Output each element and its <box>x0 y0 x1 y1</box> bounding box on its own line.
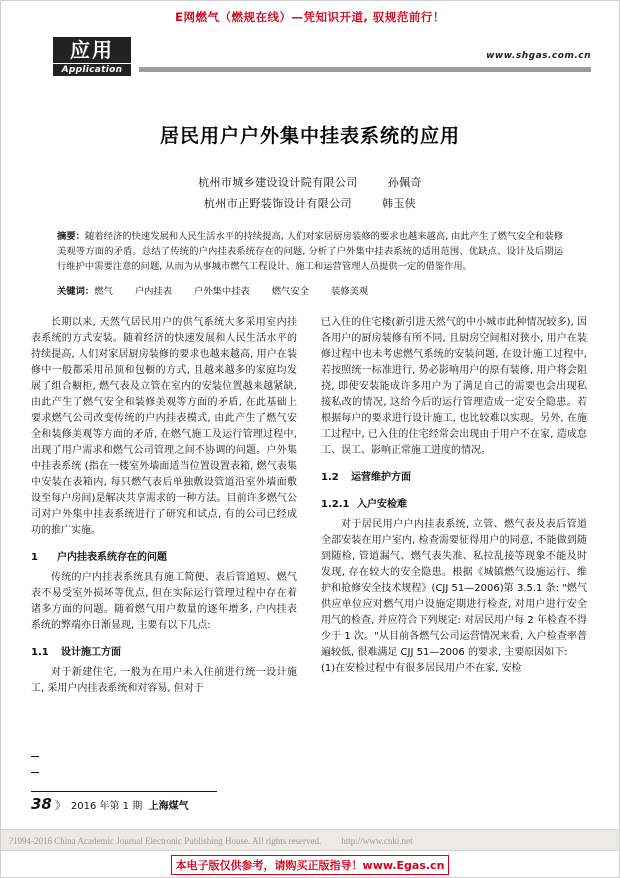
paragraph: 长期以来, 天然气居民用户的供气系统大多采用室内挂表系统的方式安装。随着经济的快速发展和人民生活水平的持续提高, 人们对家居厨房装修的要求也越来越高, 用户在装修中一般都采用吊顶和包橱的方式, 且越来越多的家庭均发展了组合橱柜, 燃气表及立管在室内的安装位置越来越紧缺, 由此产生了燃气安全和装修美观等方面的矛盾, 在此基础上要求燃气公司改变传统的户内挂表模式, 由此产生了燃气安全和装修美观等方面的矛盾, 在燃气施工及运行管理过程中, 出现了用户需求和燃气公司管理之间不协调的问题。户外集中挂表系统 (指在一楼室外墙面适当位置设置表箱, 燃气表集中安装在表箱内, 每只燃气表后单独敷设管道沿室外墙面敷设至每户房间)是解决共享需求的一种方法。目前许多燃气公司对户外集中挂表系统进行了研究和试点, 有的公司已经成功的推广实施。 <box>31 317 297 536</box>
author-line-2 <box>1 195 619 211</box>
section-heading <box>31 550 297 566</box>
abstract-label: 摘要： <box>57 231 85 242</box>
article-body <box>31 315 589 697</box>
journal-website: www.shgas.com.cn <box>486 51 591 61</box>
section-number: 1.2 <box>321 472 339 483</box>
section-logo <box>53 37 131 76</box>
masthead <box>53 33 591 89</box>
section-heading <box>321 497 587 513</box>
column-left <box>31 315 297 697</box>
section-title: 运营维护方面 <box>351 472 411 483</box>
section-number: 1.2.1 <box>321 499 350 510</box>
section-title: 设计施工方面 <box>61 647 121 658</box>
bottom-notice-text: 本电子版仅供参考，请购买正版指导！www.Egas.cn <box>171 855 450 875</box>
abstract-text: 随着经济的快速发展和人民生活水平的持续提高, 人们对家居厨房装修的要求也越来越高, 由此产生了燃气安全和装修美观等方面的矛盾。总结了传统的户内挂表系统存在的问题, 分析了户外集中挂表系统的适用范围、优缺点、设计及后期运行维护中需要注意的问题, 从而为从事城市燃气工程设计、施工和运营管理人员提供一定的借鉴作用。 <box>57 231 563 272</box>
section-number: 1 <box>31 552 38 563</box>
keyword: 燃气安全 <box>271 286 310 297</box>
issue-label: 2016 年第 1 期 <box>70 801 143 812</box>
cnki-copyright-bar <box>1 829 619 851</box>
bottom-notice <box>1 855 619 875</box>
footer-left <box>31 795 591 813</box>
column-right <box>321 315 587 697</box>
keyword: 装修美观 <box>331 286 369 297</box>
paragraph: (1)在安检过程中有很多居民用户不在家, 安检 <box>321 663 522 674</box>
masthead-rule <box>139 67 591 72</box>
promo-banner: E网燃气（燃规在线）—凭知识开道, 驭规范前行！ <box>175 10 445 24</box>
keyword: 户内挂表 <box>134 286 173 297</box>
abstract-block <box>57 229 563 274</box>
section-heading <box>31 645 297 661</box>
affiliation-1: 杭州市城乡建设设计院有限公司 <box>198 176 358 189</box>
footer-rule <box>31 791 217 792</box>
affiliation-2: 杭州市正野装饰设计有限公司 <box>203 197 352 210</box>
section-title: 户内挂表系统存在的问题 <box>57 552 167 563</box>
page-footer <box>31 791 591 813</box>
section-number: 1.1 <box>31 647 49 658</box>
author-line-1 <box>1 174 619 190</box>
section-logo-en: Application <box>53 64 131 76</box>
journal-name: 上海煤气 <box>148 801 189 812</box>
section-title: 入户安检难 <box>357 499 407 510</box>
cnki-link[interactable]: http://www.cnki.net <box>341 836 413 846</box>
keyword: 户外集中挂表 <box>194 286 250 297</box>
crop-tick <box>31 772 39 773</box>
crop-tick <box>31 756 39 757</box>
paragraph: 对于居民用户户内挂表系统, 立管、燃气表及表后管道全部安装在用户室内, 检查需要征得用户的同意, 不能做到随到随检, 管道漏气、燃气表失准、私拉乱接等现象不能及时发现, 存在较大的安全隐患。根据《城镇燃气设施运行、维护和抢修安全技术规程》(CJJ 51—2006)第 3.5.1 条: "燃气供应单位应对燃气用户设施定期进行检查, 对用户进行安全用气的检查, 并应符合下列规定: 对居民用户每 2 年检查不得少于 1 次。"从目前各燃气公司运营情况来看, 入户检查率普遍较低, 很难满足 CJJ 51—2006 的要求, 主要原因如下: <box>321 519 587 658</box>
author-block <box>1 174 619 211</box>
keyword: 燃气 <box>94 286 113 297</box>
folio-mark-icon: 》 <box>54 799 66 812</box>
author-name-1: 孙佩奇 <box>387 176 422 189</box>
paragraph: 传统的户内挂表系统具有施工简便、表后管道短、燃气表不易受室外损坏等优点, 但在实际运行管理过程中存在着诸多方面的问题。随着燃气用户数量的逐年增多, 户内挂表系统的弊端亦日渐显现, 主要有以下几点: <box>31 572 297 631</box>
paragraph: 对于新建住宅, 一般为在用户未入住前进行统一设计施工, 采用户内挂表系统和对容易, 但对于 <box>31 667 297 694</box>
section-logo-cn: 应用 <box>53 37 131 63</box>
keywords-label: 关键词： <box>57 286 95 297</box>
copyright-text: ?1994-2016 China Academic Journal Electronic Publishing House. All rights reserved. <box>9 836 322 846</box>
author-name-2: 韩玉侠 <box>382 197 417 210</box>
page-number: 38 <box>31 795 52 813</box>
article-title: 居民用户户外集中挂表系统的应用 <box>159 125 460 147</box>
paragraph: 已入住的住宅楼(新引进天然气的中小城市此种情况较多), 因各用户的厨房装修有所不同, 且厨房空间相对狭小, 用户在装修过程中也未考虑燃气系统的安装问题, 在设计施工过程中, 若按照统一标准进行, 势必影响用户的原有装修, 用户将会阻挠, 即使安装能成许多用户为了满足自己的需要也会出现私接私改的情况, 这给今后的运行管理造成一定安全隐患。若根据每户的要求进行设计施工, 也比较难以实现。另外, 在施工过程中, 已入住的住宅经常会出现由于用户不在家, 造成怠工、误工、影响正常施工进度的情况。 <box>321 317 587 456</box>
section-heading <box>321 470 587 486</box>
keywords-block <box>57 283 563 297</box>
